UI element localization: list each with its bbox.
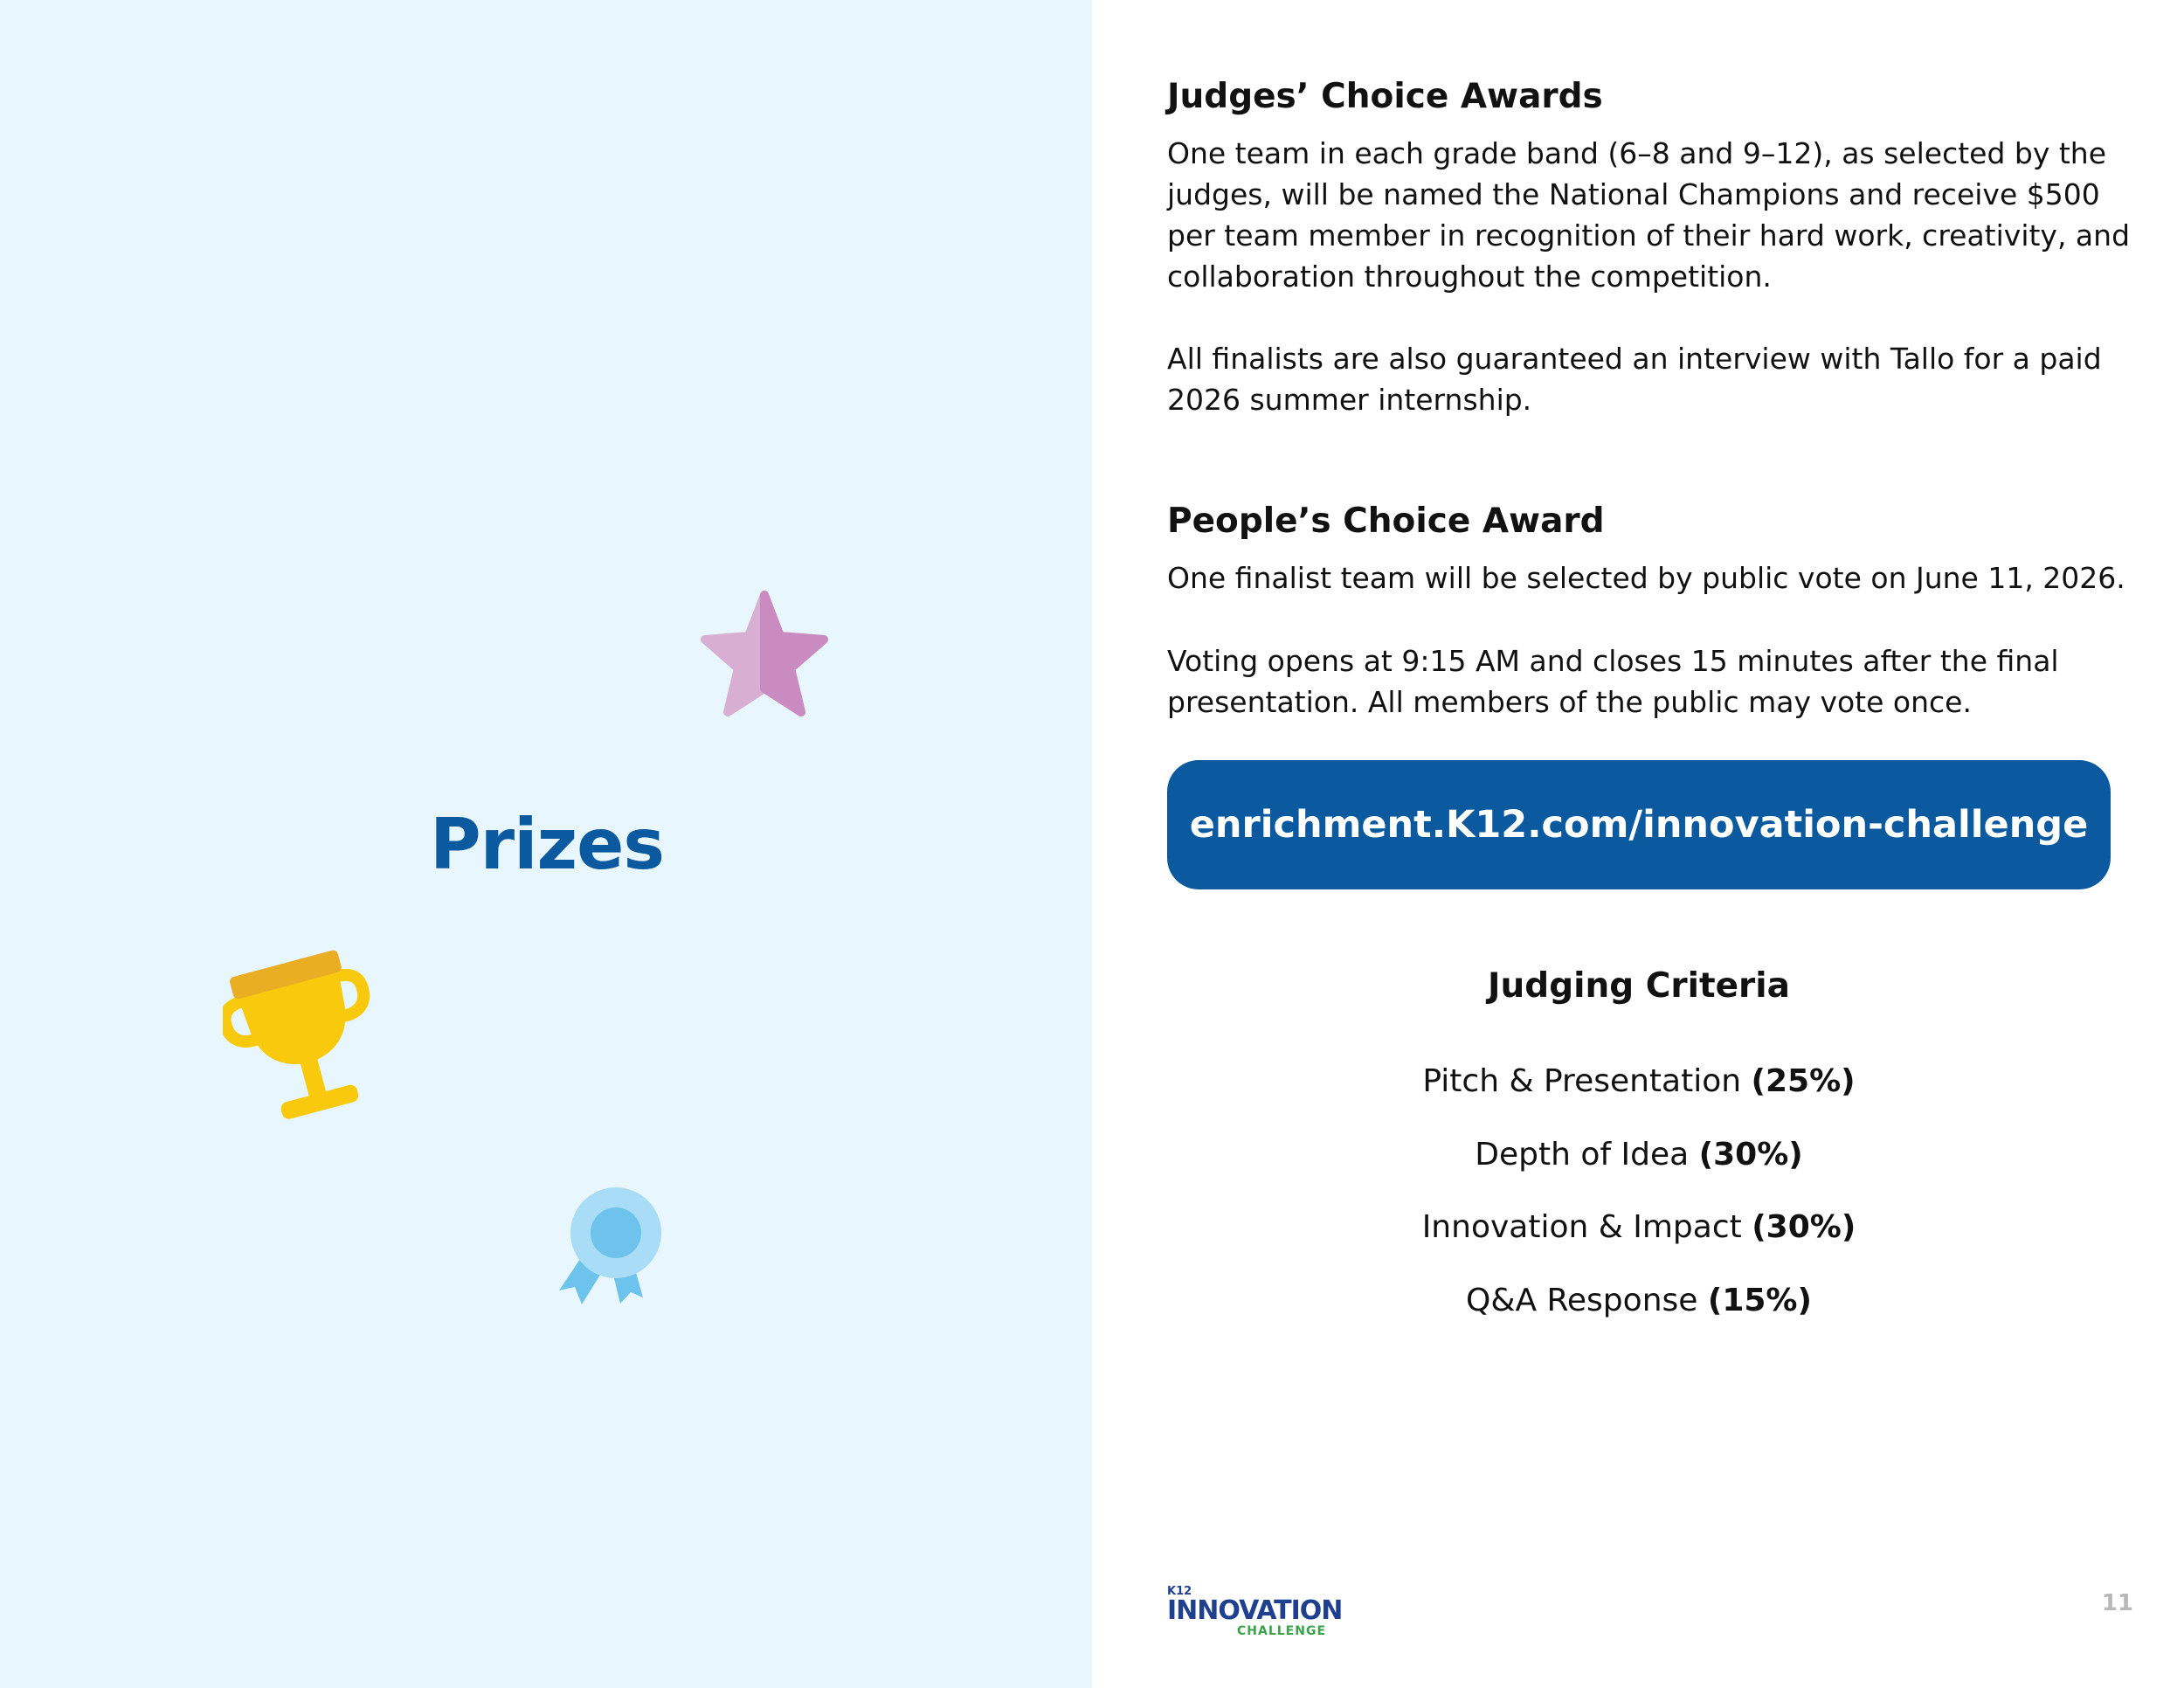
criteria-label: Innovation & Impact — [1421, 1209, 1742, 1245]
criteria-weight: (30%) — [1698, 1136, 1803, 1173]
logo-k12-text: K12 — [1167, 1585, 1192, 1598]
logo-sub-text: CHALLENGE — [1237, 1624, 1327, 1638]
criteria-weight: (30%) — [1752, 1209, 1856, 1245]
criteria-label: Depth of Idea — [1475, 1136, 1690, 1173]
criteria-weight: (15%) — [1707, 1282, 1812, 1318]
challenge-url-link[interactable]: enrichment.K12.com/innovation-challenge — [1167, 760, 2111, 889]
right-panel — [1092, 0, 2184, 1688]
public-vote-paragraph: One finalist team will be selected by public vote on June 11, 2026. — [1167, 561, 2125, 595]
logo-main-text: INNOVATION — [1167, 1595, 1343, 1626]
star-icon — [699, 590, 830, 721]
judges-choice-heading: Judges’ Choice Awards — [1167, 77, 1603, 116]
page-title: Prizes — [430, 804, 664, 885]
internship-paragraph: All finalists are also guaranteed an interview with Tallo for a paid 2026 summer internship. — [1167, 342, 2102, 417]
judges-choice-paragraph: One team in each grade band (6–8 and 9–12), as selected by the judges, will be named the National Champions and receive $500 per team member in recognition of their hard work, creativity, and collaboration throughout the competition. — [1167, 136, 2131, 294]
criteria-label: Pitch & Presentation — [1422, 1063, 1742, 1099]
voting-paragraph: Voting opens at 9:15 AM and closes 15 minutes after the final presentation. All members of the public may vote once. — [1167, 644, 2059, 719]
criteria-item — [1167, 1201, 2111, 1275]
ribbon-award-icon — [550, 1184, 664, 1306]
criteria-label: Q&A Response — [1466, 1282, 1698, 1318]
criteria-item — [1167, 1129, 2111, 1202]
judging-criteria-title: Judging Criteria — [1488, 966, 1790, 1006]
criteria-item — [1167, 1055, 2111, 1129]
peoples-choice-heading: People’s Choice Award — [1167, 502, 1605, 541]
trophy-icon — [223, 942, 380, 1125]
judging-criteria-list — [1167, 1055, 2111, 1347]
criteria-item — [1167, 1275, 2111, 1348]
page-number: 11 — [2101, 1590, 2133, 1616]
criteria-weight: (25%) — [1751, 1063, 1856, 1099]
innovation-challenge-logo — [1167, 1583, 1342, 1636]
